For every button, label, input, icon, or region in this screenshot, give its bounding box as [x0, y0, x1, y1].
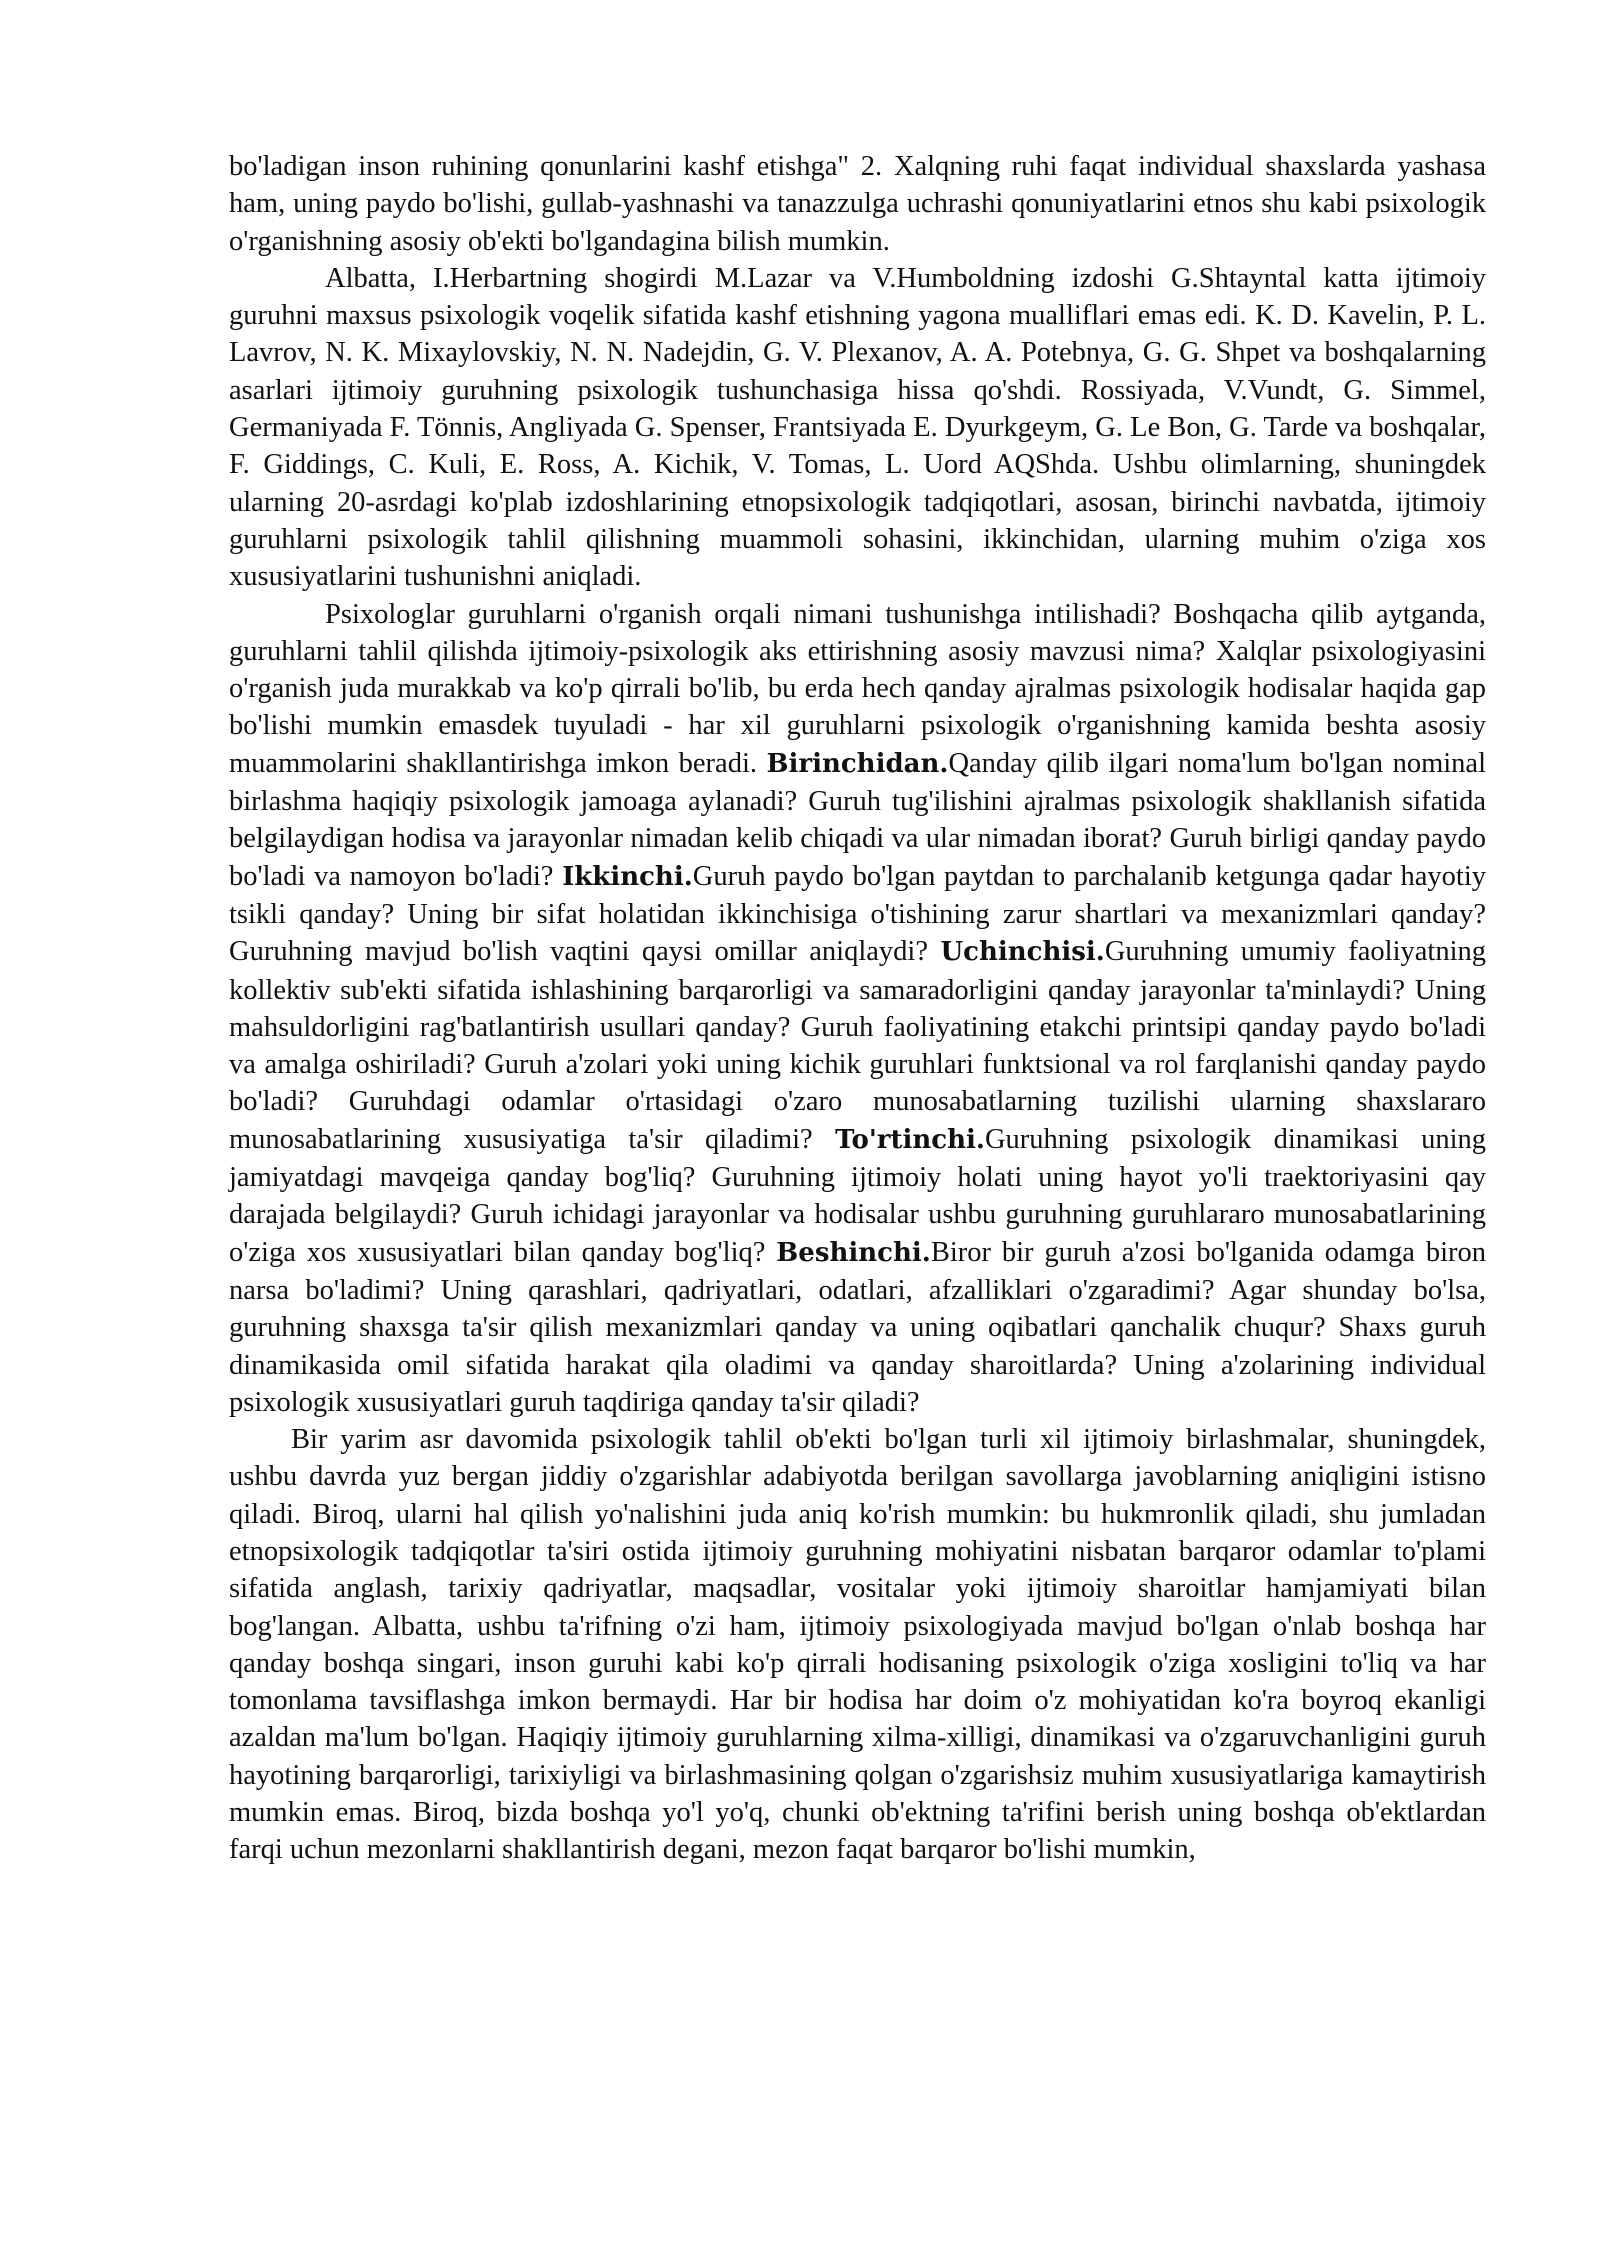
heading-first: Birinchidan. [766, 748, 949, 779]
paragraph-3-third: Guruhning umumiy faoliyatning kollektiv sub'ekti sifatida ishlashining barqarorligi va samaradorligini qanday jarayonlar ta'minlaydi? Uning mahsuldorligini rag'batlantirish usullari qanday? Guruh faoliyatining etakchi printsipi qanday paydo bo'ladi va amalga oshiriladi? Guruh a'zolari yoki uning kichik guruhlari funktsional va rol farqlanishi qanday paydo bo'ladi? Guruhdagi odamlar o'rtasidagi o'zaro munosabatlarning tuzilishi ularning shaxslararo munosabatlarining xususiyatiga ta'sir qiladimi? [229, 936, 1486, 1155]
document-page [229, 148, 1486, 1869]
paragraph-3-fourth: Guruhning psixologik dinamikasi uning jamiyatdagi mavqeiga qanday bog'liq? Guruhning ijtimoiy holati uning hayot yo'li traektoriyasini qay darajada belgilaydi? Guruh ichidagi jarayonlar va hodisalar ushbu guruhning guruhlararo munosabatlarining o'ziga xos xususiyatlari bilan qanday bog'liq? [229, 1123, 1486, 1268]
paragraph-4: Bir yarim asr davomida psixologik tahlil ob'ekti bo'lgan turli xil ijtimoiy birlashmalar, shuningdek, ushbu davrda yuz bergan jiddiy o'zgarishlar adabiyotda berilgan savollarga javoblarning aniqligini istisno qiladi. Biroq, ularni hal qilish yo'nalishini juda aniq ko'rish mumkin: bu hukmronlik qiladi, shu jumladan etnopsixologik tadqiqotlar ta'siri ostida ijtimoiy guruhning mohiyatini nisbatan barqaror odamlar to'plami sifatida anglash, tarixiy qadriyatlar, maqsadlar, vositalar yoki ijtimoiy sharoitlar hamjamiyati bilan bog'langan. Albatta, ushbu ta'rifning o'zi ham, ijtimoiy psixologiyada mavjud bo'lgan o'nlab boshqa har qanday boshqa singari, inson guruhi kabi ko'p qirrali hodisaning psixologik o'ziga xosligini to'liq va har tomonlama tavsiflashga imkon bermaydi. Har bir hodisa har doim o'z mohiyatidan ko'ra boyroq ekanligi azaldan ma'lum bo'lgan. Haqiqiy ijtimoiy guruhlarning xilma-xilligi, dinamikasi va o'zgaruvchanligini guruh hayotining barqarorligi, tarixiyligi va birlashmasining qolgan o'zgarishsiz muhim xususiyatlariga kamaytirish mumkin emas. Biroq, bizda boshqa yo'l yo'q, chunki ob'ektning ta'rifini berish uning boshqa ob'ektlardan farqi uchun mezonlarni shakllantirish degani, mezon faqat barqaror bo'lishi mumkin, [229, 1424, 1486, 1866]
heading-second: Ikkinchi. [562, 861, 693, 892]
heading-fifth: Beshinchi. [776, 1237, 931, 1268]
paragraph-3-intro: Psixologlar guruhlarni o'rganish orqali nimani tushunishga intilishadi? Boshqacha qilib aytganda, guruhlarni tahlil qilishda ijtimoiy-psixologik aks ettirishning asosiy mavzusi nima? Xalqlar psixologiyasini o'rganish juda murakkab va ko'p qirrali bo'lib, bu erda hech qanday ajralmas psixologik hodisalar haqida gap bo'lishi mumkin emasdek tuyuladi - har xil guruhlarni psixologik o'rganishning kamida beshta asosiy muammolarini shakllantirishga imkon beradi. [229, 598, 1486, 779]
heading-fourth: To'rtinchi. [835, 1124, 985, 1155]
paragraph-3-second: Guruh paydo bo'lgan paytdan to parchalanib ketgunga qadar hayotiy tsikli qanday? Uning bir sifat holatidan ikkinchisiga o'tishining zarur shartlari va mexanizmlari qanday? Guruhning mavjud bo'lish vaqtini qaysi omillar aniqlaydi? [229, 860, 1487, 968]
heading-third: Uchinchisi. [940, 937, 1105, 968]
paragraph-3-first: Qanday qilib ilgari noma'lum bo'lgan nominal birlashma haqiqiy psixologik jamoaga aylanadi? Guruh tug'ilishini ajralmas psixologik shakllanish sifatida belgilaydigan hodisa va jarayonlar nimadan kelib chiqadi va ular nimadan iborat? Guruh birligi qanday paydo bo'ladi va namoyon bo'ladi? [229, 747, 1486, 892]
paragraph-3-fifth: Biror bir guruh a'zosi bo'lganida odamga biron narsa bo'ladimi? Uning qarashlari, qadriyatlari, odatlari, afzalliklari o'zgaradimi? Agar shunday bo'lsa, guruhning shaxsga ta'sir qilish mexanizmlari qanday va uning oqibatlari qanchalik chuqur? Shaxs guruh dinamikasida omil sifatida harakat qila oladimi va qanday sharoitlarda? Uning a'zolarining individual psixologik xususiyatlari guruh taqdiriga qanday ta'sir qiladi? [229, 1236, 1487, 1418]
paragraph-3 [229, 596, 1486, 1422]
paragraph-2: Albatta, I.Herbartning shogirdi M.Lazar va V.Humboldning izdoshi G.Shtayntal katta ijtimoiy guruhni maxsus psixologik voqelik sifatida kashf etishning yagona mualliflari emas edi. K. D. Kavelin, P. L. Lavrov, N. K. Mixaylovskiy, N. N. Nadejdin, G. V. Plexanov, A. A. Potebnya, G. G. Shpet va boshqalarning asarlari ijtimoiy guruhning psixologik tushunchasiga hissa qo'shdi. Rossiyada, V.Vundt, G. Simmel, Germaniyada F. Tönnis, Angliyada G. Spenser, Frantsiyada E. Dyurkgeym, G. Le Bon, G. Tarde va boshqalar, F. Giddings, C. Kuli, E. Ross, A. Kichik, V. Tomas, L. Uord AQShda. Ushbu olimlarning, shuningdek ularning 20-asrdagi ko'plab izdoshlarining etnopsixologik tadqiqotlari, asosan, birinchi navbatda, ijtimoiy guruhlarni psixologik tahlil qilishning muammoli sohasini, ikkinchidan, ularning muhim o'ziga xos xususiyatlarini tushunishni aniqladi. [229, 262, 1486, 593]
paragraph-1: bo'ladigan inson ruhining qonunlarini kashf etishga" 2. Xalqning ruhi faqat individual shaxslarda yashasa ham, uning paydo bo'lishi, gullab-yashnashi va tanazzulga uchrashi qonuniyatlarini etnos shu kabi psixologik o'rganishning asosiy ob'ekti bo'lgandagina bilish mumkin. [229, 151, 1486, 257]
